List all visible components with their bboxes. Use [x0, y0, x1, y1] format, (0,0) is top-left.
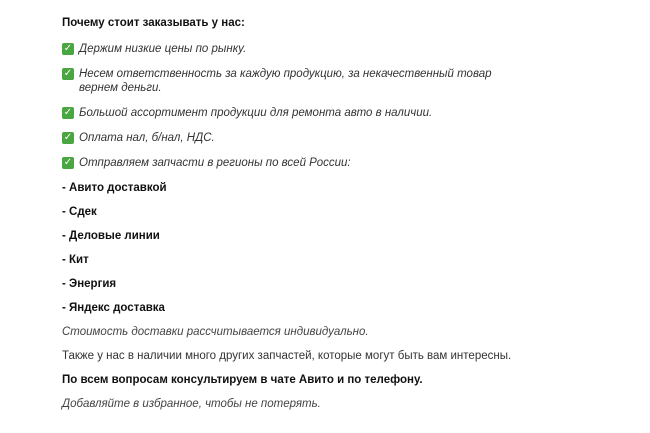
- carrier-item: - Авито доставкой: [62, 182, 167, 194]
- add-to-favorites-note: Добавляйте в избранное, чтобы не потерять.: [62, 398, 321, 410]
- carrier-item: - Сдек: [62, 206, 97, 218]
- consultation-note: По всем вопросам консультируем в чате Авито и по телефону.: [62, 374, 423, 386]
- delivery-cost-note: Стоимость доставки рассчитывается индивидуально.: [62, 326, 369, 338]
- listing-description: [62, 12, 532, 411]
- check-mark-icon: ✓: [63, 157, 73, 168]
- benefit-item: [62, 131, 532, 145]
- benefit-text: Оплата нал, б/нал, НДС.: [79, 132, 215, 144]
- check-mark-icon: ✓: [63, 43, 73, 54]
- check-mark-icon: ✓: [63, 132, 73, 143]
- benefit-text: Несем ответственность за каждую продукцию, за некачественный товар вернем деньги.: [79, 68, 492, 94]
- benefit-item: [62, 106, 532, 120]
- carrier-item: - Энергия: [62, 278, 117, 290]
- benefit-item: [62, 42, 532, 56]
- benefit-text: Держим низкие цены по рынку.: [79, 43, 247, 55]
- benefit-item: [62, 67, 532, 95]
- other-parts-note: Также у нас в наличии много других запчастей, которые могут быть вам интересны.: [62, 350, 512, 362]
- check-mark-icon: ✓: [63, 68, 73, 79]
- check-mark-icon: ✓: [63, 107, 73, 118]
- benefit-text: Большой ассортимент продукции для ремонта авто в наличии.: [79, 107, 433, 119]
- benefit-item: [62, 156, 532, 170]
- benefit-text: Отправляем запчасти в регионы по всей России:: [79, 157, 351, 169]
- carrier-item: - Кит: [62, 254, 89, 266]
- carrier-item: - Яндекс доставка: [62, 302, 165, 314]
- section-heading: Почему стоит заказывать у нас:: [62, 17, 245, 29]
- carrier-item: - Деловые линии: [62, 230, 160, 242]
